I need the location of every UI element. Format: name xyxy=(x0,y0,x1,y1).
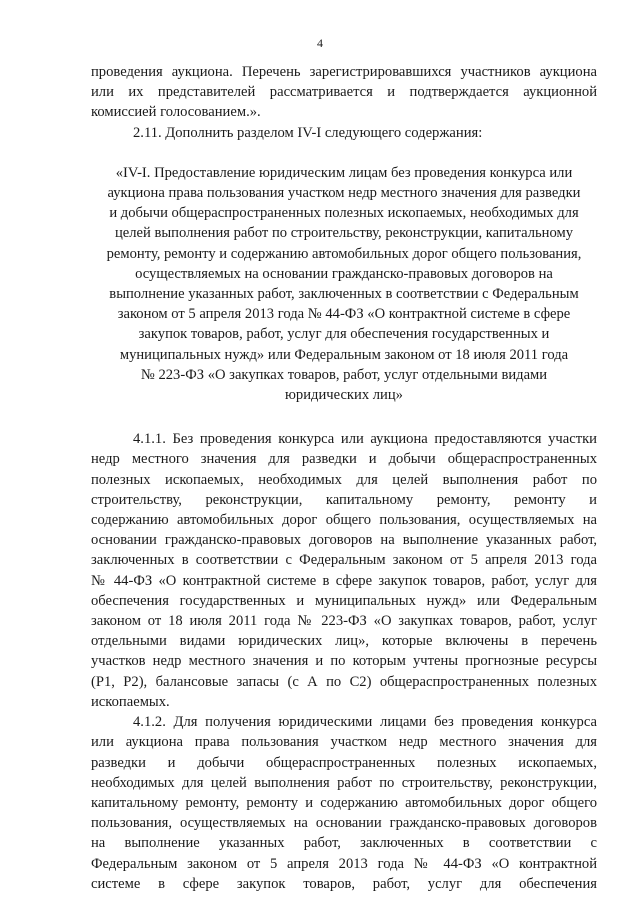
heading-line: осуществляемых на основании гражданско-правовых договоров на xyxy=(135,265,553,282)
text-line: строительству, реконструкции, капитальному ремонту, ремонту и xyxy=(91,491,597,508)
heading-line: «IV-I. Предоставление юридическим лицам без проведения конкурса или xyxy=(115,164,573,181)
text-line: необходимых для целей выполнения работ по строительству, реконструкции, xyxy=(91,774,597,791)
clause-2-11 xyxy=(91,123,597,143)
text-line: № 44-ФЗ «О контрактной системе в сфере закупок товаров, работ, услуг для xyxy=(91,572,597,589)
text-line: пользования, осуществляемых на основании гражданско-правовых договоров xyxy=(91,815,597,832)
text-line: комиссией голосованием.». xyxy=(91,104,261,121)
clause-4-1-2 xyxy=(91,712,597,894)
heading-line: закупок товаров, работ, услуг для обеспечения государственных и xyxy=(138,326,550,343)
document-body xyxy=(91,62,597,894)
heading-line: № 223-ФЗ «О закупках товаров, работ, услуг отдельными видами xyxy=(140,366,548,383)
heading-line: юридических лиц» xyxy=(285,387,403,404)
text-line: недр местного значения для разведки и добычи общераспространенных xyxy=(91,451,597,468)
text-line: (Р1, Р2), балансовые запасы (с А по С2) общераспространенных полезных xyxy=(91,673,597,690)
text-line: обеспечения государственных и муниципальных нужд» или Федеральным xyxy=(91,592,597,609)
text-line: заключенных в соответствии с Федеральным законом от 5 апреля 2013 года xyxy=(91,552,597,569)
text-line: или аукциона права пользования участком недр местного значения для xyxy=(91,734,597,751)
text-line: полезных ископаемых, необходимых для целей выполнения работ по xyxy=(91,471,597,488)
heading-line: законом от 5 апреля 2013 года № 44-ФЗ «О контрактной системе в сфере xyxy=(117,306,571,323)
text-line: законом от 18 июля 2011 года № 223-ФЗ «О закупках товаров, работ, услуг xyxy=(91,613,597,630)
intro-paragraph xyxy=(91,62,597,123)
clause-4-1-1 xyxy=(91,429,597,712)
text-line: 4.1.2. Для получения юридическими лицами без проведения конкурса xyxy=(133,714,597,731)
text-line: на выполнение указанных работ, заключенных в соответствии с xyxy=(91,835,597,852)
text-line: проведения аукциона. Перечень зарегистрировавшихся участников аукциона xyxy=(91,64,597,80)
text-line: основании гражданско-правовых договоров на выполнение указанных работ, xyxy=(91,532,597,549)
text-line: 2.11. Дополнить разделом IV-I следующего содержания: xyxy=(133,124,483,141)
section-heading xyxy=(91,163,597,405)
text-line: содержанию автомобильных дорог общего пользования, осуществляемых на xyxy=(91,512,597,529)
heading-line: и добычи общераспространенных полезных ископаемых, необходимых для xyxy=(109,205,579,222)
text-line: Федеральным законом от 5 апреля 2013 года № 44-ФЗ «О контрактной xyxy=(91,855,597,872)
text-line: системе в сфере закупок товаров, работ, услуг для обеспечения xyxy=(91,875,597,892)
text-line: разведки и добычи общераспространенных полезных ископаемых, xyxy=(91,754,597,771)
text-line: ископаемых. xyxy=(91,693,170,710)
heading-line: аукциона права пользования участком недр местного значения для разведки xyxy=(107,185,581,202)
text-line: отдельными видами юридических лиц», которые включены в перечень xyxy=(91,633,597,650)
text-line: капитальному ремонту, ремонту и содержанию автомобильных дорог общего xyxy=(91,794,597,811)
page-number: 4 xyxy=(317,36,323,50)
text-line: или их представителей рассматривается и подтверждается аукционной xyxy=(91,84,597,101)
heading-line: выполнение указанных работ, заключенных в соответствии с Федеральным xyxy=(109,286,579,303)
text-line: участков недр местного значения и по которым учтены прогнозные ресурсы xyxy=(91,653,597,670)
heading-line: ремонту, ремонту и содержанию автомобильных дорог общего пользования, xyxy=(106,245,582,262)
heading-line: муниципальных нужд» или Федеральным законом от 18 июля 2011 года xyxy=(119,346,569,363)
text-line: 4.1.1. Без проведения конкурса или аукциона предоставляются участки xyxy=(133,431,597,448)
heading-line: целей выполнения работ по строительству, реконструкции, капитальному xyxy=(114,225,574,242)
